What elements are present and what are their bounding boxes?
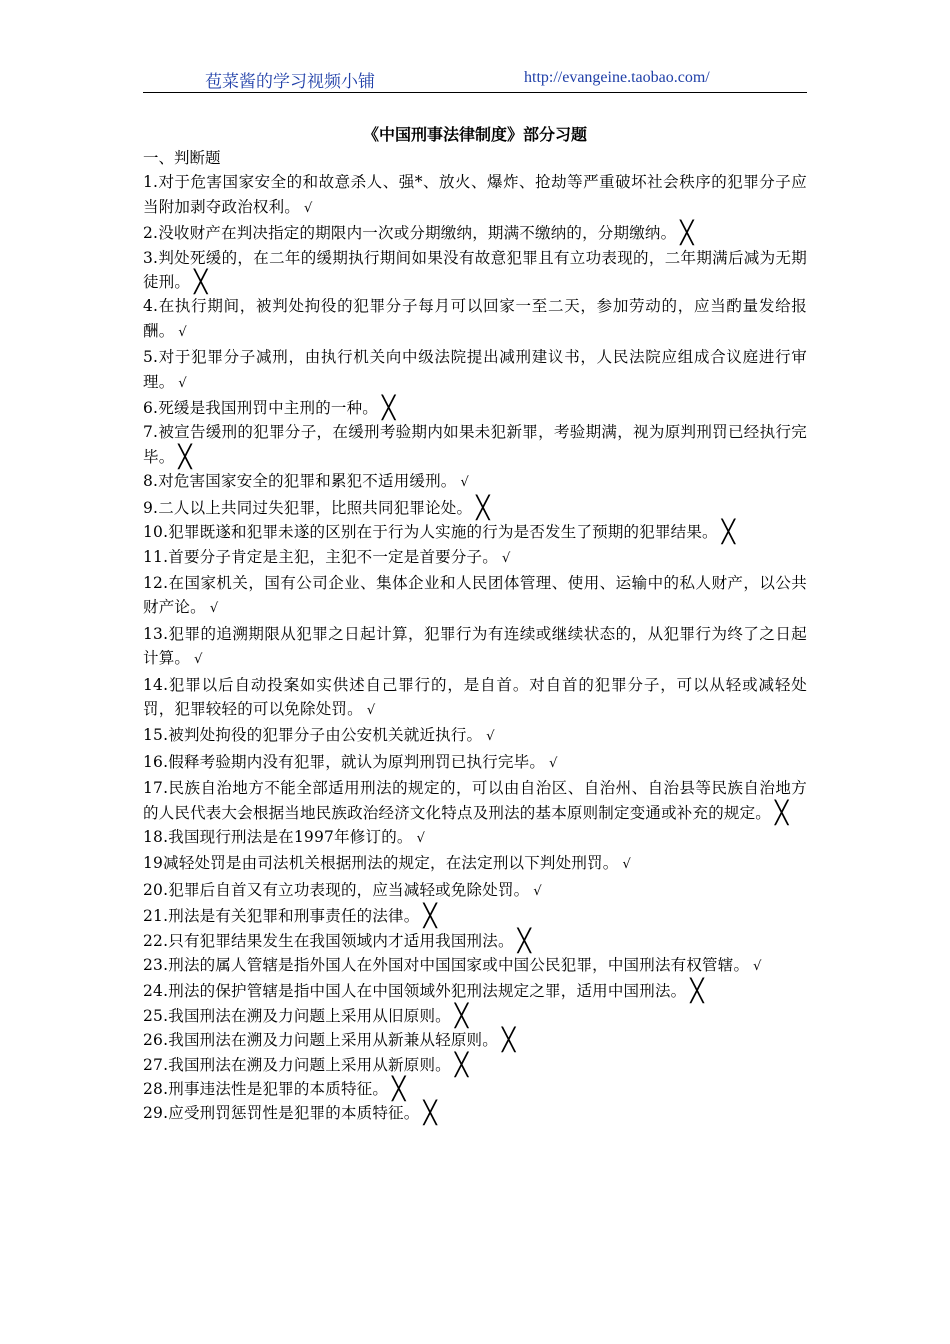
question-item (143, 776, 807, 825)
cross-mark-icon: ╳ (382, 396, 396, 422)
question-text: 8.对危害国家安全的犯罪和累犯不适用缓刑。 (143, 472, 457, 491)
question-text: 5.对于犯罪分子减刑，由执行机关向中级法院提出减刑建议书，人民法院应组成合议庭进行审理。 (143, 348, 807, 391)
question-text: 1.对于危害国家安全的和故意杀人、强*、放火、爆炸、抢劫等严重破坏社会秩序的犯罪分子应当附加剥夺政治权利。 (143, 173, 807, 216)
question-text: 29.应受刑罚惩罚性是犯罪的本质特征。 (143, 1104, 420, 1123)
question-item (143, 345, 807, 396)
cross-mark-icon: ╳ (775, 800, 789, 826)
question-text: 13.犯罪的追溯期限从犯罪之日起计算，犯罪行为有连续或继续状态的，从犯罪行为终了之日起计算。 (143, 624, 807, 668)
check-mark-icon: √ (178, 324, 187, 340)
check-mark-icon: √ (178, 375, 187, 391)
question-text: 28.刑事违法性是犯罪的本质特征。 (143, 1080, 389, 1099)
question-text: 14.犯罪以后自动投案如实供述自己罪行的，是自首。对自首的犯罪分子，可以从轻或减轻处罚，犯罪较轻的可以免除处罚。 (143, 675, 807, 718)
cross-mark-icon: ╳ (423, 1101, 437, 1127)
question-text: 25.我国刑法在溯及力问题上采用从旧原则。 (143, 1006, 451, 1025)
question-item (143, 396, 807, 420)
question-text: 17.民族自治地方不能全部适用刑法的规定的，可以由自治区、自治州、自治县等民族自治地方的人民代表大会根据当地民族政治经济文化特点及刑法的基本原则制定变通或补充的规定。 (143, 779, 807, 822)
question-item (143, 1004, 807, 1028)
question-item (143, 825, 807, 851)
check-mark-icon: √ (366, 702, 376, 718)
question-item (143, 469, 807, 495)
cross-mark-icon: ╳ (454, 1003, 469, 1029)
question-text: 26.我国刑法在溯及力问题上采用从新兼从轻原则。 (143, 1031, 498, 1050)
question-item (143, 929, 807, 953)
question-text: 12.在国家机关，国有公司企业、集体企业和人民团体管理、使用、运输中的私人财产，以公共财产论。 (143, 573, 807, 617)
question-text: 11.首要分子肯定是主犯，主犯不一定是首要分子。 (143, 547, 498, 566)
check-mark-icon: √ (753, 959, 762, 974)
question-text: 7.被宣告缓刑的犯罪分子，在缓刑考验期内如果未犯新罪，考验期满，视为原判刑罚已经执行完毕。 (143, 423, 807, 466)
question-text: 6.死缓是我国刑罚中主刑的一种。 (143, 399, 378, 418)
question-text: 21.刑法是有关犯罪和刑事责任的法律。 (143, 907, 420, 926)
shop-url[interactable]: http://evangeine.taobao.com/ (524, 69, 710, 86)
cross-mark-icon: ╳ (517, 928, 532, 954)
question-item (143, 904, 807, 928)
document-title: 《中国刑事法律制度》部分习题 (362, 125, 587, 144)
cross-mark-icon: ╳ (476, 495, 490, 521)
question-text: 16.假释考验期内没有犯罪，就认为原判刑罚已执行完毕。 (143, 752, 546, 771)
question-text: 3.判处死缓的，在二年的缓期执行期间如果没有故意犯罪且有立功表现的，二年期满后减为无期徒刑。 (143, 248, 807, 292)
cross-mark-icon: ╳ (454, 1052, 469, 1078)
question-item (143, 673, 807, 724)
question-item (143, 1101, 807, 1125)
check-mark-icon: √ (501, 550, 511, 566)
check-mark-icon: √ (486, 729, 495, 745)
question-item (143, 496, 807, 520)
question-text: 4.在执行期间，被判处拘役的犯罪分子每月可以回家一至二天，参加劳动的，应当酌量发给报酬。 (143, 297, 807, 340)
question-text: 10.犯罪既遂和犯罪未遂的区别在于行为人实施的行为是否发生了预期的犯罪结果。 (143, 523, 718, 542)
question-text: 22.只有犯罪结果发生在我国领域内才适用我国刑法。 (143, 931, 514, 950)
shop-name: 苞菜酱的学习视频小铺 (205, 72, 375, 92)
question-item (143, 1077, 807, 1101)
question-item (143, 851, 807, 877)
cross-mark-icon: ╳ (690, 979, 704, 1005)
cross-mark-icon: ╳ (178, 444, 192, 470)
question-item (143, 221, 807, 245)
question-text: 24.刑法的保护管辖是指中国人在中国领域外犯刑法规定之罪，适用中国刑法。 (143, 982, 687, 1001)
question-item (143, 1053, 807, 1077)
question-item (143, 979, 807, 1003)
question-item (143, 170, 807, 221)
question-list (143, 170, 807, 1125)
check-mark-icon: √ (460, 475, 469, 491)
question-item (143, 750, 807, 776)
question-item (143, 571, 807, 622)
cross-mark-icon: ╳ (680, 221, 694, 247)
question-item (143, 723, 807, 749)
question-item (143, 878, 807, 904)
question-text: 27.我国刑法在溯及力问题上采用从新原则。 (143, 1055, 451, 1074)
question-item (143, 246, 807, 295)
question-item (143, 520, 807, 544)
check-mark-icon: √ (209, 601, 219, 617)
question-item (143, 953, 807, 979)
question-item (143, 545, 807, 571)
check-mark-icon: √ (304, 200, 313, 216)
cross-mark-icon: ╳ (721, 520, 736, 546)
check-mark-icon: √ (194, 652, 203, 668)
question-item (143, 1028, 807, 1052)
cross-mark-icon: ╳ (501, 1028, 516, 1054)
check-mark-icon: √ (622, 857, 631, 873)
question-text: 15.被判处拘役的犯罪分子由公安机关就近执行。 (143, 726, 483, 745)
question-text: 23.刑法的属人管辖是指外国人在外国对中国国家或中国公民犯罪，中国刑法有权管辖。 (143, 956, 750, 974)
document-page (143, 60, 807, 1126)
section-title: 一、判断题 (143, 149, 221, 167)
cross-mark-icon: ╳ (392, 1077, 406, 1103)
check-mark-icon: √ (533, 883, 542, 899)
question-text: 18.我国现行刑法是在1997年修订的。 (143, 827, 413, 846)
check-mark-icon: √ (549, 755, 558, 771)
question-item (143, 420, 807, 469)
question-item (143, 622, 807, 673)
page-header (143, 60, 807, 93)
cross-mark-icon: ╳ (423, 904, 437, 930)
cross-mark-icon: ╳ (194, 270, 208, 296)
question-text: 19减轻处罚是由司法机关根据刑法的规定，在法定刑以下判处刑罚。 (143, 854, 619, 873)
question-text: 2.没收财产在判决指定的期限内一次或分期缴纳，期满不缴纳的，分期缴纳。 (143, 224, 677, 243)
check-mark-icon: √ (416, 830, 426, 846)
question-item (143, 294, 807, 345)
question-text: 20.犯罪后自首又有立功表现的，应当减轻或免除处罚。 (143, 880, 530, 899)
question-text: 9.二人以上共同过失犯罪，比照共同犯罪论处。 (143, 498, 473, 517)
